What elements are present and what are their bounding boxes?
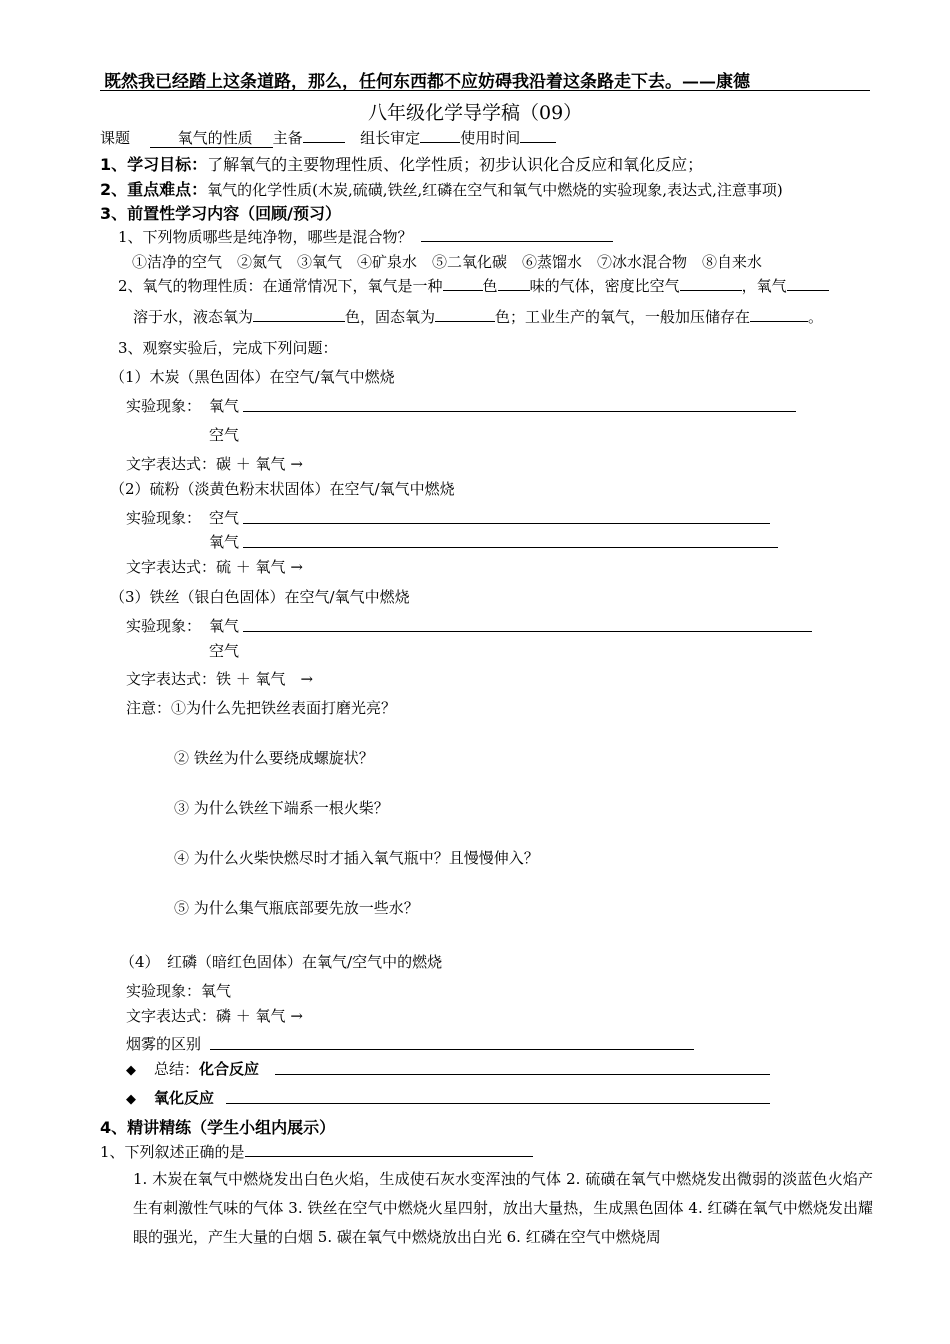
question-2-line-2	[133, 306, 823, 327]
section-4-question-1-text: 1、下列叙述正确的是	[100, 1143, 245, 1161]
sulfur-expression-label: 文字表达式：	[126, 558, 217, 576]
note-3: ③ 为什么铁丝下端系一根火柴？	[174, 799, 389, 817]
question-3: 3、观察实验后，完成下列问题：	[118, 339, 338, 357]
question-1-blank[interactable]	[421, 226, 613, 242]
note-label: 注意：	[126, 699, 172, 717]
summary-oxidation	[126, 1087, 214, 1108]
topic-value: 氧气的性质	[150, 129, 273, 148]
sulfur-oxygen-label: 氧气	[209, 533, 240, 551]
iron-expression-text: 铁 ＋ 氧气 →	[216, 670, 314, 688]
q2-text-b3: 色；工业生产的氧气，一般加压储存在	[495, 308, 751, 326]
preparer-label: 主备	[272, 129, 303, 147]
carbon-air-label: 空气	[209, 426, 240, 444]
q2-text-b2: 色，固态氧为	[345, 308, 436, 326]
section-4-options-paragraph: 1. 木炭在氧气中燃烧发出白色火焰，生成使石灰水变浑浊的气体 2. 硫磺在氧气中燃烧发出微弱的淡蓝色火焰产生有刺激性气味的气体 3. 铁丝在空气中燃烧火星四射，放出大量热，生成黑色固体 4. 红磷在氧气中燃烧发出耀眼的强光，产生大量的白烟 5. 碳在氧气中燃烧放出白光 6. 红磷在空气中燃烧周	[133, 1170, 873, 1246]
q2-density-blank[interactable]	[680, 275, 742, 291]
q2-text-a4: ，氧气	[741, 277, 787, 295]
iron-oxygen-label: 氧气	[209, 617, 240, 635]
phosphorus-oxygen-label: 氧气	[201, 982, 232, 1000]
diamond-bullet-icon: ◆	[126, 1063, 136, 1078]
carbon-title: （1）木炭（黑色固体）在空气/氧气中燃烧	[110, 368, 395, 386]
smoke-fog-blank[interactable]	[210, 1049, 694, 1050]
phosphorus-expression	[126, 1005, 303, 1026]
note-1	[126, 697, 396, 718]
question-2-line-1	[118, 275, 829, 296]
sulfur-air-blank[interactable]	[243, 523, 770, 524]
motto-underline	[100, 90, 870, 91]
section-1	[100, 152, 703, 175]
carbon-expression-label: 文字表达式：	[126, 455, 217, 473]
carbon-expression	[126, 453, 303, 474]
sulfur-expression	[126, 556, 303, 577]
section-4-heading: 4、精讲精练（学生小组内展示）	[100, 1118, 336, 1137]
carbon-oxygen-label: 氧气	[209, 397, 240, 415]
carbon-expression-text: 碳 ＋ 氧气 →	[216, 455, 303, 473]
q2-text-b4: 。	[808, 308, 824, 326]
iron-expression-label: 文字表达式：	[126, 670, 217, 688]
q2-smell-blank[interactable]	[498, 275, 530, 291]
note-5: ⑤ 为什么集气瓶底部要先放一些水？	[174, 899, 419, 917]
section-2-text: 氧气的化学性质(木炭,硫磺,铁丝,红磷在空气和氧气中燃烧的实验现象,表达式,注意事项)	[207, 181, 783, 199]
sulfur-oxygen-blank[interactable]	[243, 547, 778, 548]
section-2-heading: 2、重点难点：	[100, 180, 208, 199]
q2-color-blank[interactable]	[443, 275, 483, 291]
combination-reaction-label: 化合反应	[199, 1060, 260, 1078]
q2-solubility-blank[interactable]	[787, 275, 829, 291]
carbon-oxygen-blank[interactable]	[243, 411, 796, 412]
q2-text-b1: 溶于水，液态氧为	[133, 308, 254, 326]
q2-solid-color-blank[interactable]	[435, 306, 495, 322]
substance-options: ①洁净的空气 ②氮气 ③氧气 ④矿泉水 ⑤二氧化碳 ⑥蒸馏水 ⑦冰水混合物 ⑧自来水	[132, 253, 763, 271]
q2-storage-blank[interactable]	[750, 306, 808, 322]
question-1	[118, 226, 613, 247]
section-4-question-1-blank[interactable]	[245, 1141, 533, 1157]
section-1-text: 了解氧气的主要物理性质、化学性质；初步认识化合反应和氧化反应；	[207, 155, 704, 174]
phosphorus-phenomenon-label: 实验现象：	[126, 982, 202, 1000]
note-2: ② 铁丝为什么要绕成螺旋状？	[174, 749, 374, 767]
iron-oxygen-blank[interactable]	[243, 631, 812, 632]
preparer-blank[interactable]	[303, 127, 345, 143]
sulfur-phenomenon-label: 实验现象：	[126, 509, 202, 527]
section-1-heading: 1、学习目标：	[100, 155, 208, 174]
phosphorus-expression-text: 磷 ＋ 氧气 →	[216, 1007, 303, 1025]
motto: 既然我已经踏上这条道路，那么，任何东西都不应妨碍我沿着这条路走下去。——康德	[104, 72, 750, 92]
combination-blank[interactable]	[275, 1074, 770, 1075]
sulfur-expression-text: 硫 ＋ 氧气 →	[216, 558, 303, 576]
oxidation-blank[interactable]	[226, 1103, 770, 1104]
reviewer-label: 组长审定	[360, 129, 421, 147]
usage-blank[interactable]	[520, 127, 556, 143]
note-1-text: ①为什么先把铁丝表面打磨光亮？	[171, 699, 397, 717]
oxidation-reaction-label: 氧化反应	[154, 1089, 215, 1107]
section-2	[100, 177, 783, 200]
note-4: ④ 为什么火柴快燃尽时才插入氧气瓶中？且慢慢伸入？	[174, 849, 539, 867]
topic-label: 课题	[100, 129, 131, 147]
sulfur-air-label: 空气	[209, 509, 240, 527]
reviewer-blank[interactable]	[420, 127, 460, 143]
phosphorus-title: （4） 红磷（暗红色固体）在氧气/空气中的燃烧	[120, 953, 443, 971]
q2-text-a2: 色	[482, 277, 498, 295]
sulfur-title: （2）硫粉（淡黄色粉末状固体）在空气/氧气中燃烧	[110, 480, 455, 498]
phosphorus-phenomenon	[126, 980, 231, 1001]
iron-phenomenon-label: 实验现象：	[126, 617, 202, 635]
question-1-text: 1、下列物质哪些是纯净物，哪些是混合物？	[118, 228, 413, 246]
iron-air-label: 空气	[209, 642, 240, 660]
header-line	[100, 127, 556, 148]
usage-label: 使用时间	[460, 129, 521, 147]
section-3-heading: 3、前置性学习内容（回顾/预习）	[100, 204, 341, 223]
iron-title: （3）铁丝（银白色固体）在空气/氧气中燃烧	[110, 588, 410, 606]
summary-label: 总结：	[154, 1060, 200, 1078]
page-title: 八年级化学导学稿（09）	[368, 102, 583, 124]
summary-combination	[126, 1058, 259, 1079]
q2-text-a3: 味的气体，密度比空气	[529, 277, 680, 295]
carbon-phenomenon-label: 实验现象：	[126, 397, 202, 415]
section-4-question-1	[100, 1141, 533, 1162]
smoke-fog-label: 烟雾的区别	[126, 1035, 202, 1053]
phosphorus-expression-label: 文字表达式：	[126, 1007, 217, 1025]
q2-liquid-color-blank[interactable]	[253, 306, 345, 322]
iron-expression	[126, 668, 313, 689]
diamond-bullet-icon: ◆	[126, 1092, 136, 1107]
q2-text-a1: 2、氧气的物理性质：在通常情况下，氧气是一种	[118, 277, 443, 295]
